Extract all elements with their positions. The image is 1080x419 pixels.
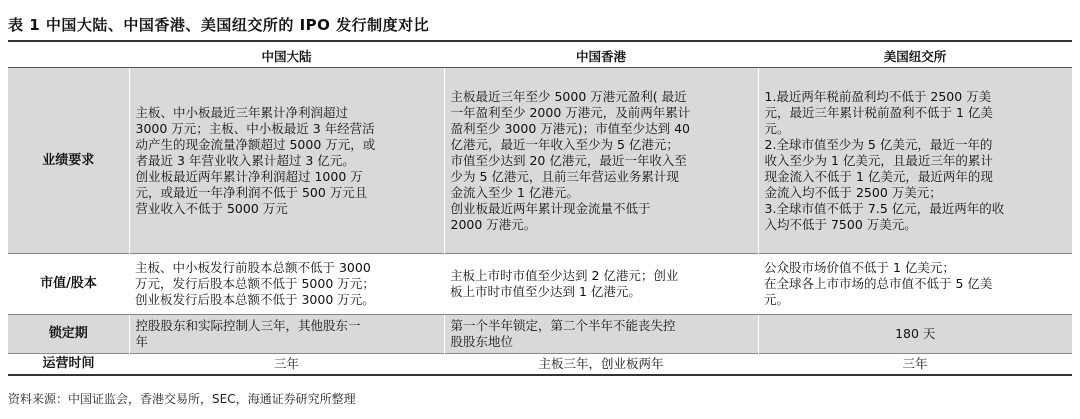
cell-text-line: 股股东地位 — [450, 334, 514, 349]
cell-text-line: 1.最近两年税前盈利均不低于 2500 万美 — [764, 88, 992, 104]
cell-text-line: 创业板最近两年累计现金流量不低于 — [450, 200, 651, 216]
cell-nyse-market-cap — [758, 254, 1072, 315]
cell-text-line: 主板、中小板发行前股本总额不低于 3000 — [135, 260, 371, 275]
cell-text-line: 公众股市场价值不低于 1 亿美元； — [764, 260, 955, 275]
cell-text-line: 年 — [135, 334, 149, 349]
table-row — [8, 254, 1072, 315]
cell-nyse-performance — [758, 68, 1072, 254]
row-label-performance: 业绩要求 — [8, 68, 129, 254]
header-blank — [8, 46, 129, 68]
cell-text-line: 主板最近三年至少 5000 万港元盈利( 最近 — [450, 88, 687, 104]
cell-mainland-operating-time — [129, 354, 444, 376]
header-mainland: 中国大陆 — [129, 46, 444, 68]
header-hongkong: 中国香港 — [444, 46, 758, 68]
cell-hongkong-market-cap — [444, 254, 758, 315]
cell-text-line: 元。 — [764, 120, 790, 136]
cell-text-line: 创业板发行后股本总额不低于 3000 万元。 — [135, 292, 375, 307]
cell-text-line: 三年 — [902, 356, 928, 371]
cell-text-line: 180 天 — [895, 326, 936, 341]
cell-text-line: 主板三年，创业板两年 — [538, 356, 664, 371]
cell-text-line: 金流入均不低于 2500 万美元； — [764, 184, 942, 200]
cell-text-line: 现金流入不低于 1 亿美元，最近两年的现 — [764, 168, 993, 184]
table-row — [8, 315, 1072, 354]
source-note: 资料来源：中国证监会，香港交易所，SEC，海通证券研究所整理 — [8, 392, 356, 406]
cell-text-line: 动产生的现金流量净额超过 5000 万元，或 — [135, 136, 376, 152]
table-row — [8, 68, 1072, 254]
cell-text-line: 在全球各上市市场的总市值不低于 5 亿美 — [764, 276, 993, 291]
cell-text-line: 主板上市时市值至少达到 2 亿港元；创业 — [450, 268, 679, 283]
cell-text-line: 元。 — [764, 292, 790, 307]
cell-text-line: 2000 万港元。 — [450, 216, 537, 232]
cell-hongkong-performance — [444, 68, 758, 254]
cell-text-line: 三年 — [273, 356, 299, 371]
cell-text-line: 万元，发行后股本总额不低于 5000 万元； — [135, 276, 375, 291]
cell-text-line: 市值至少达到 20 亿港元，最近一年收入至 — [450, 152, 687, 168]
cell-text-line: 金流入至少 1 亿港元。 — [450, 184, 579, 200]
row-label-market-cap: 市值/股本 — [8, 254, 129, 315]
comparison-table — [8, 46, 1072, 376]
cell-text-line: 盈利至少 3000 万港元)；市值至少达到 40 — [450, 120, 691, 136]
cell-text-line: 第一个半年锁定，第二个半年不能丧失控 — [450, 318, 676, 333]
cell-text-line: 者最近 3 年营业收入累计超过 3 亿元。 — [135, 152, 355, 168]
cell-text-line: 创业板最近两年累计净利润超过 1000 万 — [135, 168, 363, 184]
cell-text-line: 营业收入不低于 5000 万元 — [135, 200, 288, 216]
cell-text-line: 亿港元，最近一年收入至少为 5 亿港元； — [450, 136, 679, 152]
cell-text-line: 板上市时市值至少达到 1 亿港元。 — [450, 284, 641, 299]
table-title: 表 1 中国大陆、中国香港、美国纽交所的 IPO 发行制度对比 — [8, 16, 430, 34]
cell-text-line: 2.全球市值至少为 5 亿美元，最近一年的 — [764, 136, 993, 152]
cell-text-line: 元，或最近一年净利润不低于 500 万元且 — [135, 184, 368, 200]
cell-text-line: 入均不低于 7500 万美元。 — [764, 216, 917, 232]
table-row — [8, 354, 1072, 376]
cell-nyse-operating-time — [758, 354, 1072, 376]
cell-hongkong-lockup — [444, 315, 758, 354]
cell-text-line: 元，最近三年累计税前盈利不低于 1 亿美 — [764, 104, 993, 120]
cell-text-line: 主板、中小板最近三年累计净利润超过 — [135, 104, 349, 120]
cell-nyse-lockup — [758, 315, 1072, 354]
cell-text-line: 3000 万元；主板、中小板最近 3 年经营活 — [135, 120, 375, 136]
cell-text-line: 3.全球市值不低于 7.5 亿元，最近两年的收 — [764, 200, 1005, 216]
cell-text-line: 控股股东和实际控制人三年，其他股东一 — [135, 318, 361, 333]
header-row — [8, 46, 1072, 68]
row-label-operating-time: 运营时间 — [8, 354, 129, 376]
cell-text-line: 一年盈利至少 2000 万港元，及前两年累计 — [450, 104, 691, 120]
cell-text-line: 少为 5 亿港元，且前三年营运业务累计现 — [450, 168, 679, 184]
cell-mainland-lockup — [129, 315, 444, 354]
cell-text-line: 收入至少为 1 亿美元，且最近三年的累计 — [764, 152, 993, 168]
cell-hongkong-operating-time — [444, 354, 758, 376]
header-nyse: 美国纽交所 — [758, 46, 1072, 68]
top-rule — [8, 40, 1072, 42]
cell-mainland-performance — [129, 68, 444, 254]
row-label-lockup: 锁定期 — [8, 315, 129, 354]
cell-mainland-market-cap — [129, 254, 444, 315]
